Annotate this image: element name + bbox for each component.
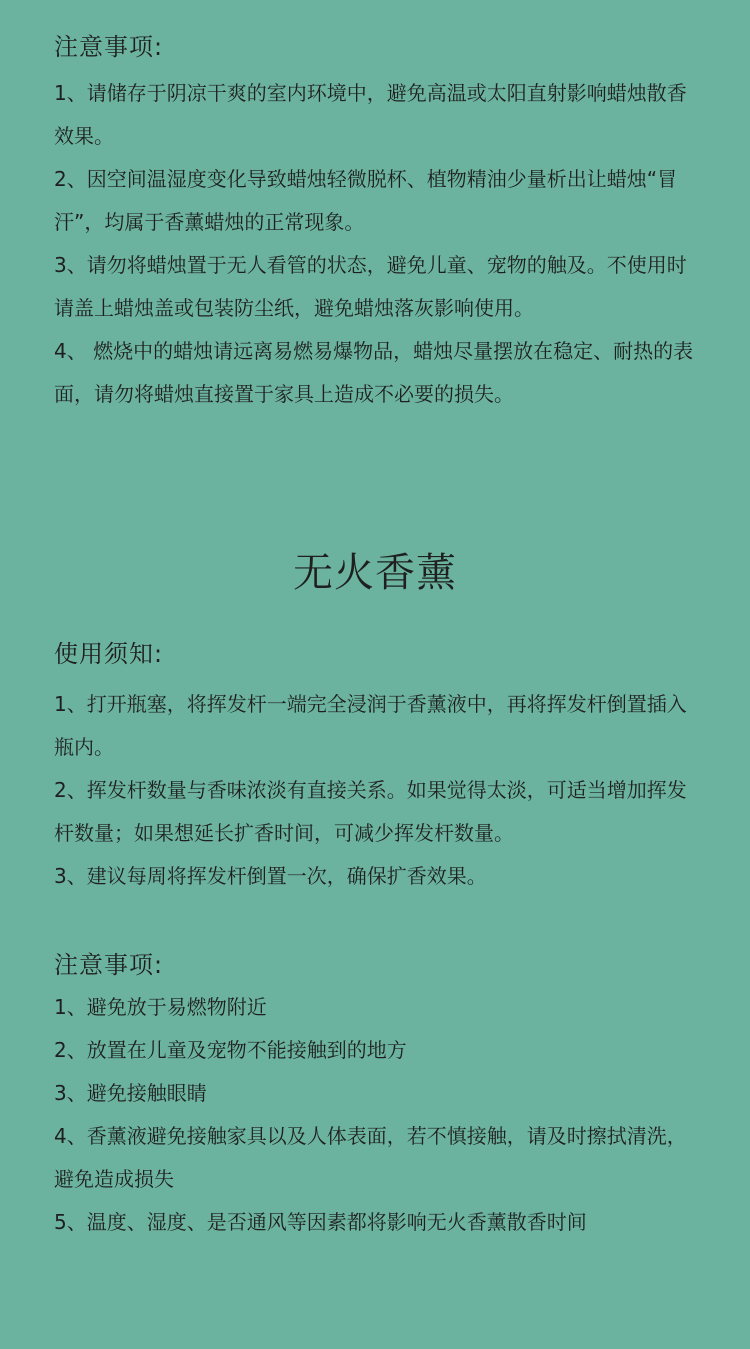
usage-heading: 使用须知:	[54, 640, 164, 668]
usage-section	[54, 637, 696, 898]
section-spacer	[54, 898, 696, 948]
usage-item: 3、建议每周将挥发杆倒置一次，确保扩香效果。	[54, 864, 487, 888]
candle-notes-section	[54, 30, 696, 416]
diffuser-notes-section	[54, 948, 696, 1244]
candle-note-item: 1、请储存于阴凉干爽的室内环境中，避免高温或太阳直射影响蜡烛散香效果。	[54, 81, 687, 148]
diffuser-note-item: 3、避免接触眼睛	[54, 1081, 207, 1105]
diffuser-note-item: 5、温度、湿度、是否通风等因素都将影响无火香薰散香时间	[54, 1210, 587, 1234]
diffuser-note-item: 4、香薰液避免接触家具以及人体表面，若不慎接触，请及时擦拭清洗，避免造成损失	[54, 1124, 687, 1191]
diffuser-note-item: 2、放置在儿童及宠物不能接触到的地方	[54, 1038, 407, 1062]
usage-item: 2、挥发杆数量与香味浓淡有直接关系。如果觉得太淡，可适当增加挥发杆数量；如果想延长扩香时间，可减少挥发杆数量。	[54, 778, 687, 845]
candle-note-item: 3、请勿将蜡烛置于无人看管的状态，避免儿童、宠物的触及。不使用时请盖上蜡烛盖或包装防尘纸，避免蜡烛落灰影响使用。	[54, 253, 687, 320]
usage-item: 1、打开瓶塞，将挥发杆一端完全浸润于香薰液中，再将挥发杆倒置插入瓶内。	[54, 692, 687, 759]
reed-diffuser-title: 无火香薰	[293, 550, 457, 596]
candle-note-item: 4、 燃烧中的蜡烛请远离易燃易爆物品，蜡烛尽量摆放在稳定、耐热的表面，请勿将蜡烛直接置于家具上造成不必要的损失。	[54, 339, 694, 406]
diffuser-note-item: 1、避免放于易燃物附近	[54, 995, 267, 1019]
diffuser-notes-heading: 注意事项:	[54, 951, 164, 979]
candle-note-item: 2、因空间温湿度变化导致蜡烛轻微脱杯、植物精油少量析出让蜡烛“冒汗”，均属于香薰蜡烛的正常现象。	[54, 167, 678, 234]
candle-notes-heading: 注意事项:	[54, 33, 164, 61]
